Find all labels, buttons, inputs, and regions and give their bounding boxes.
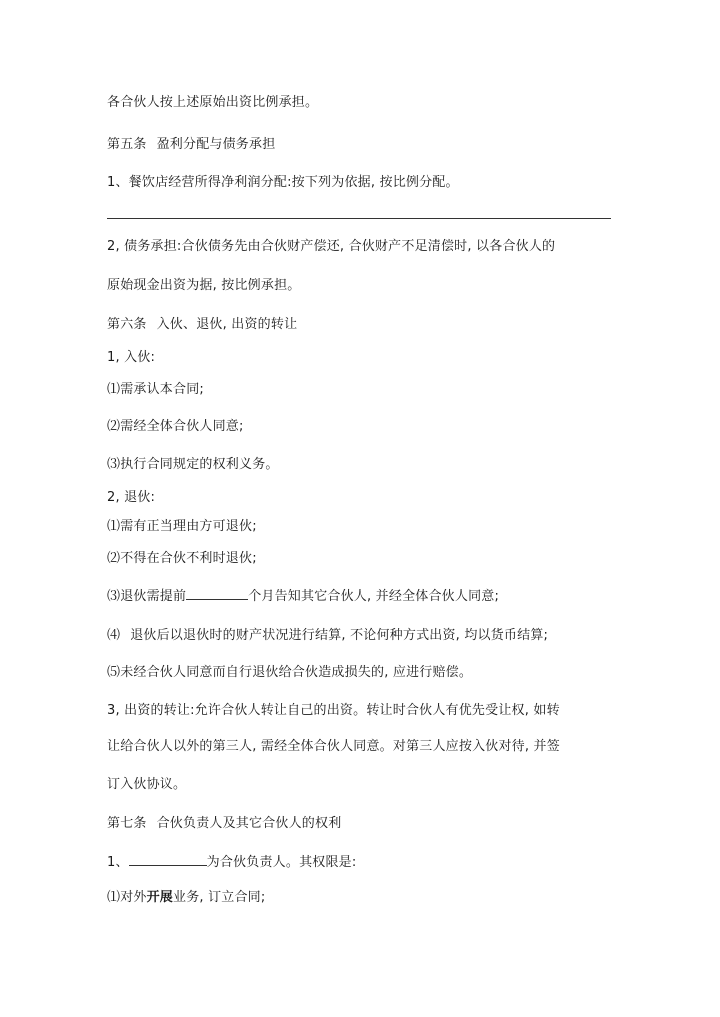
- clause-text: 让给合伙人以外的第三人, 需经全体合伙人同意。对第三人应按入伙对待, 并签: [107, 739, 560, 754]
- article-title: 盈利分配与债务承担: [156, 137, 276, 152]
- article-number: 第五条: [107, 137, 147, 152]
- article-heading: [107, 316, 297, 334]
- clause-text: 订入伙协议。: [107, 777, 187, 792]
- clause-text: 2, 债务承担:合伙债务先由合伙财产偿还, 合伙财产不足清偿时, 以各合伙人的: [107, 239, 556, 254]
- list-item: ⑵不得在合伙不利时退伙;: [107, 551, 257, 566]
- list-item-number: ⑷: [107, 628, 121, 643]
- clause-number: 1、: [107, 855, 129, 870]
- list-item: [107, 587, 499, 606]
- clause-text-segment: 为合伙负责人。其权限是:: [206, 855, 357, 870]
- list-item-text: ⑴对外: [107, 890, 147, 905]
- clause-text: 1, 入伙:: [107, 350, 156, 365]
- horizontal-rule: [107, 218, 611, 219]
- list-item-text: 个月告知其它合伙人, 并经全体合伙人同意;: [248, 589, 500, 604]
- article-title: 入伙、退伙, 出资的转让: [156, 317, 298, 332]
- clause-text: 2, 退伙:: [107, 490, 156, 505]
- article-heading: [107, 815, 341, 833]
- list-item: ⑵需经全体合伙人同意;: [107, 419, 244, 434]
- list-item: ⑴需承认本合同;: [107, 382, 204, 397]
- list-item-text: 退伙后以退伙时的财产状况进行结算, 不论何种方式出资, 均以货币结算;: [130, 628, 549, 643]
- article-heading: [107, 136, 275, 154]
- clause-text: 3, 出资的转让:允许合伙人转让自己的出资。转让时合伙人有优先受让权, 如转: [107, 703, 560, 718]
- article-number: 第七条: [107, 816, 147, 831]
- article-number: 第六条: [107, 317, 147, 332]
- clause-text: 1、餐饮店经营所得净利润分配:按下列为依据, 按比例分配。: [107, 175, 459, 190]
- list-item: ⑸未经合伙人同意而自行退伙给合伙造成损失的, 应进行赔偿。: [107, 665, 473, 680]
- list-item-text: 业务, 订立合同;: [173, 890, 266, 905]
- clause-text: [107, 853, 356, 872]
- list-item: ⑴需有正当理由方可退伙;: [107, 519, 257, 534]
- paragraph-text: 各合伙人按上述原始出资比例承担。: [107, 95, 319, 110]
- list-item: ⑶执行合同规定的权利义务。: [107, 457, 279, 472]
- fill-in-blank: [186, 587, 248, 600]
- fill-in-blank: [129, 853, 207, 866]
- list-item-text: ⑶退伙需提前: [107, 589, 187, 604]
- clause-text: 原始现金出资为据, 按比例承担。: [107, 278, 301, 293]
- list-item: [107, 889, 265, 907]
- bold-text: 开展: [146, 890, 174, 905]
- article-title: 合伙负责人及其它合伙人的权利: [156, 816, 342, 831]
- list-item: [107, 627, 548, 645]
